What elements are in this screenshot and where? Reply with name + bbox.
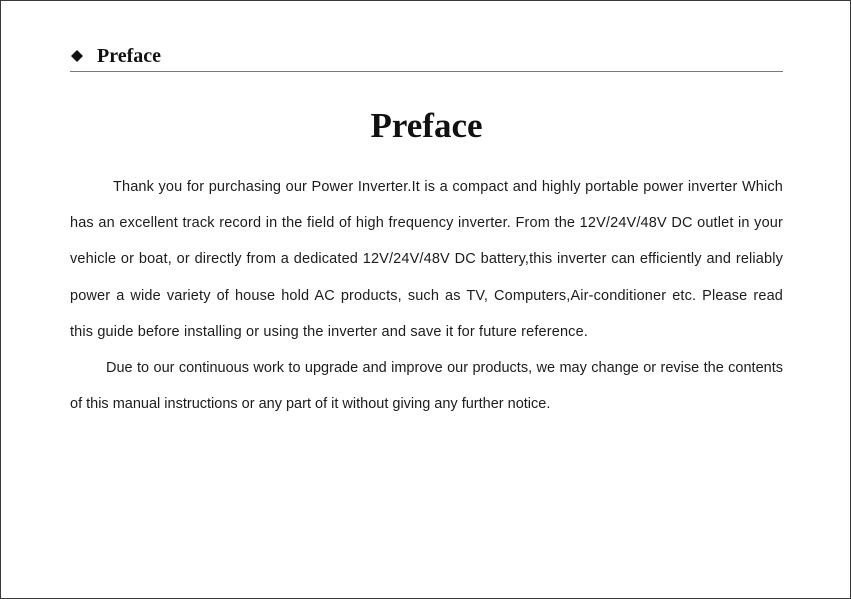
page-title: Preface	[370, 106, 483, 145]
header-title: Preface	[97, 45, 162, 67]
paragraph: Due to our continuous work to upgrade and improve our products, we may change or revise the contents of this manual instructions or any part of it without giving any further notice.	[70, 360, 783, 413]
preface-body	[70, 169, 783, 422]
section-header	[70, 43, 783, 72]
paragraph: Thank you for purchasing our Power Inverter.It is a compact and highly portable power inverter Which has an excellent track record in the field of high frequency inverter. From the 12V/24V/48V DC outlet in your vehicle or boat, or directly from a dedicated 12V/24V/48V DC battery,this inverter can efficiently and reliably power a wide variety of house hold AC products, such as TV, Computers,Air-conditioner etc. Please read this guide before installing or using the inverter and save it for future reference.	[70, 179, 783, 340]
diamond-bullet-icon	[71, 50, 83, 62]
